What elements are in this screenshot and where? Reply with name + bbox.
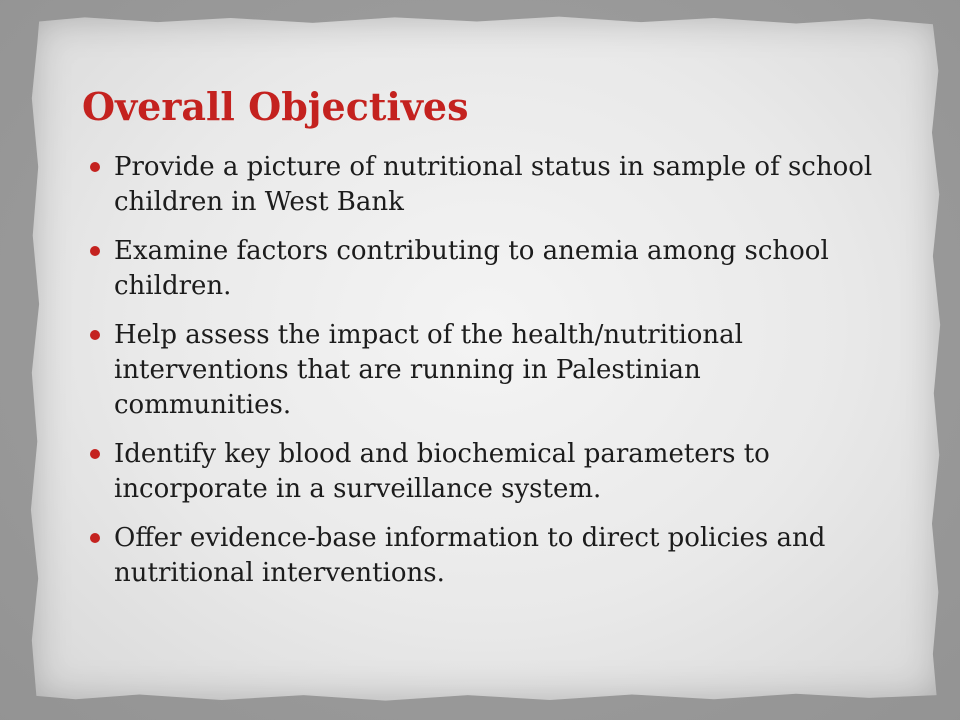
list-item: [82, 150, 882, 220]
bullet-icon: [90, 162, 100, 172]
list-item: [82, 437, 882, 507]
bullet-text: Provide a picture of nutritional status in sample of school children in West Bank: [114, 152, 873, 217]
slide-title: Overall Objectives: [82, 84, 469, 129]
bullet-icon: [90, 330, 100, 340]
bullet-icon: [90, 449, 100, 459]
bullet-icon: [90, 533, 100, 543]
bullet-text: Offer evidence-base information to direct policies and nutritional interventions.: [114, 523, 826, 588]
list-item: [82, 234, 882, 304]
bullet-text: Identify key blood and biochemical parameters to incorporate in a surveillance system.: [114, 439, 770, 504]
bullet-icon: [90, 246, 100, 256]
objectives-list: [82, 150, 882, 605]
bullet-text: Help assess the impact of the health/nutritional interventions that are running in Palestinian communities.: [114, 320, 743, 420]
list-item: [82, 318, 882, 423]
list-item: [82, 521, 882, 591]
bullet-text: Examine factors contributing to anemia among school children.: [114, 236, 829, 301]
